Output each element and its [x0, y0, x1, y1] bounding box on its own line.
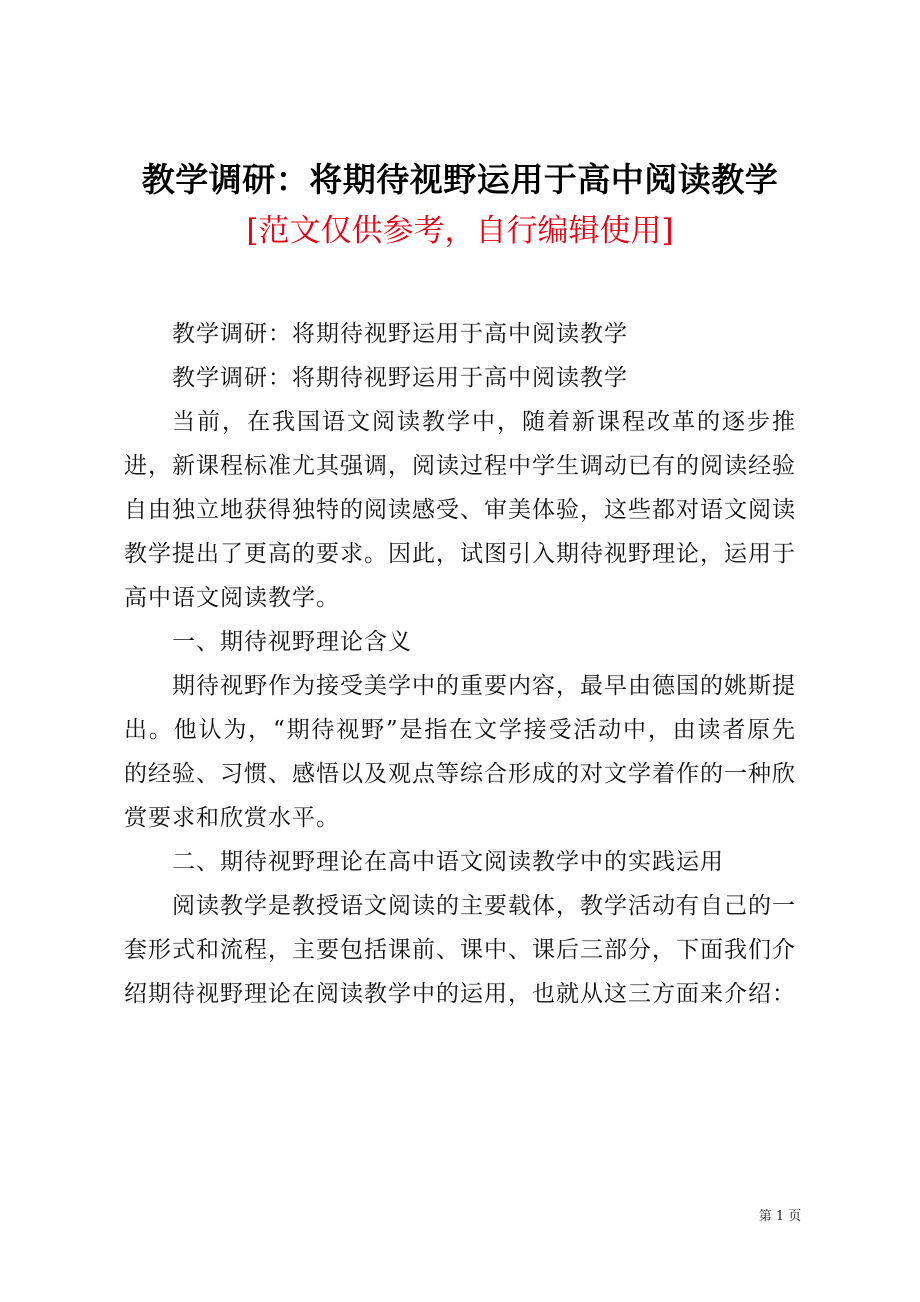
paragraph-theory: 期待视野作为接受美学中的重要内容，最早由德国的姚斯提出。他认为，“期待视野”是指在文学接受活动中，由读者原先的经验、习惯、感悟以及观点等综合形成的对文学着作的一种欣赏要求和欣赏水平。 — [124, 673, 796, 831]
section-heading-2: 二、期待视野理论在高中语文阅读教学中的实践运用 — [172, 849, 724, 875]
document-subtitle: [范文仅供参考，自行编辑使用] — [246, 213, 674, 249]
paragraph-heading-repeat-2: 教学调研：将期待视野运用于高中阅读教学 — [172, 365, 628, 391]
document-body — [124, 312, 796, 1016]
document-title: 教学调研：将期待视野运用于高中阅读教学 — [141, 160, 779, 199]
page-number: 第 1 页 — [758, 1209, 802, 1224]
section-heading-1: 一、期待视野理论含义 — [172, 629, 412, 655]
paragraph-heading-repeat-1: 教学调研：将期待视野运用于高中阅读教学 — [172, 321, 628, 347]
paragraph-practice: 阅读教学是教授语文阅读的主要载体，教学活动有自己的一套形式和流程，主要包括课前、课中、课后三部分，下面我们介绍期待视野理论在阅读教学中的运用，也就从这三方面来介绍： — [124, 893, 796, 1007]
paragraph-intro: 当前，在我国语文阅读教学中，随着新课程改革的逐步推进，新课程标准尤其强调，阅读过程中学生调动已有的阅读经验自由独立地获得独特的阅读感受、审美体验，这些都对语文阅读教学提出了更高的要求。因此，试图引入期待视野理论，运用于高中语文阅读教学。 — [124, 409, 796, 611]
